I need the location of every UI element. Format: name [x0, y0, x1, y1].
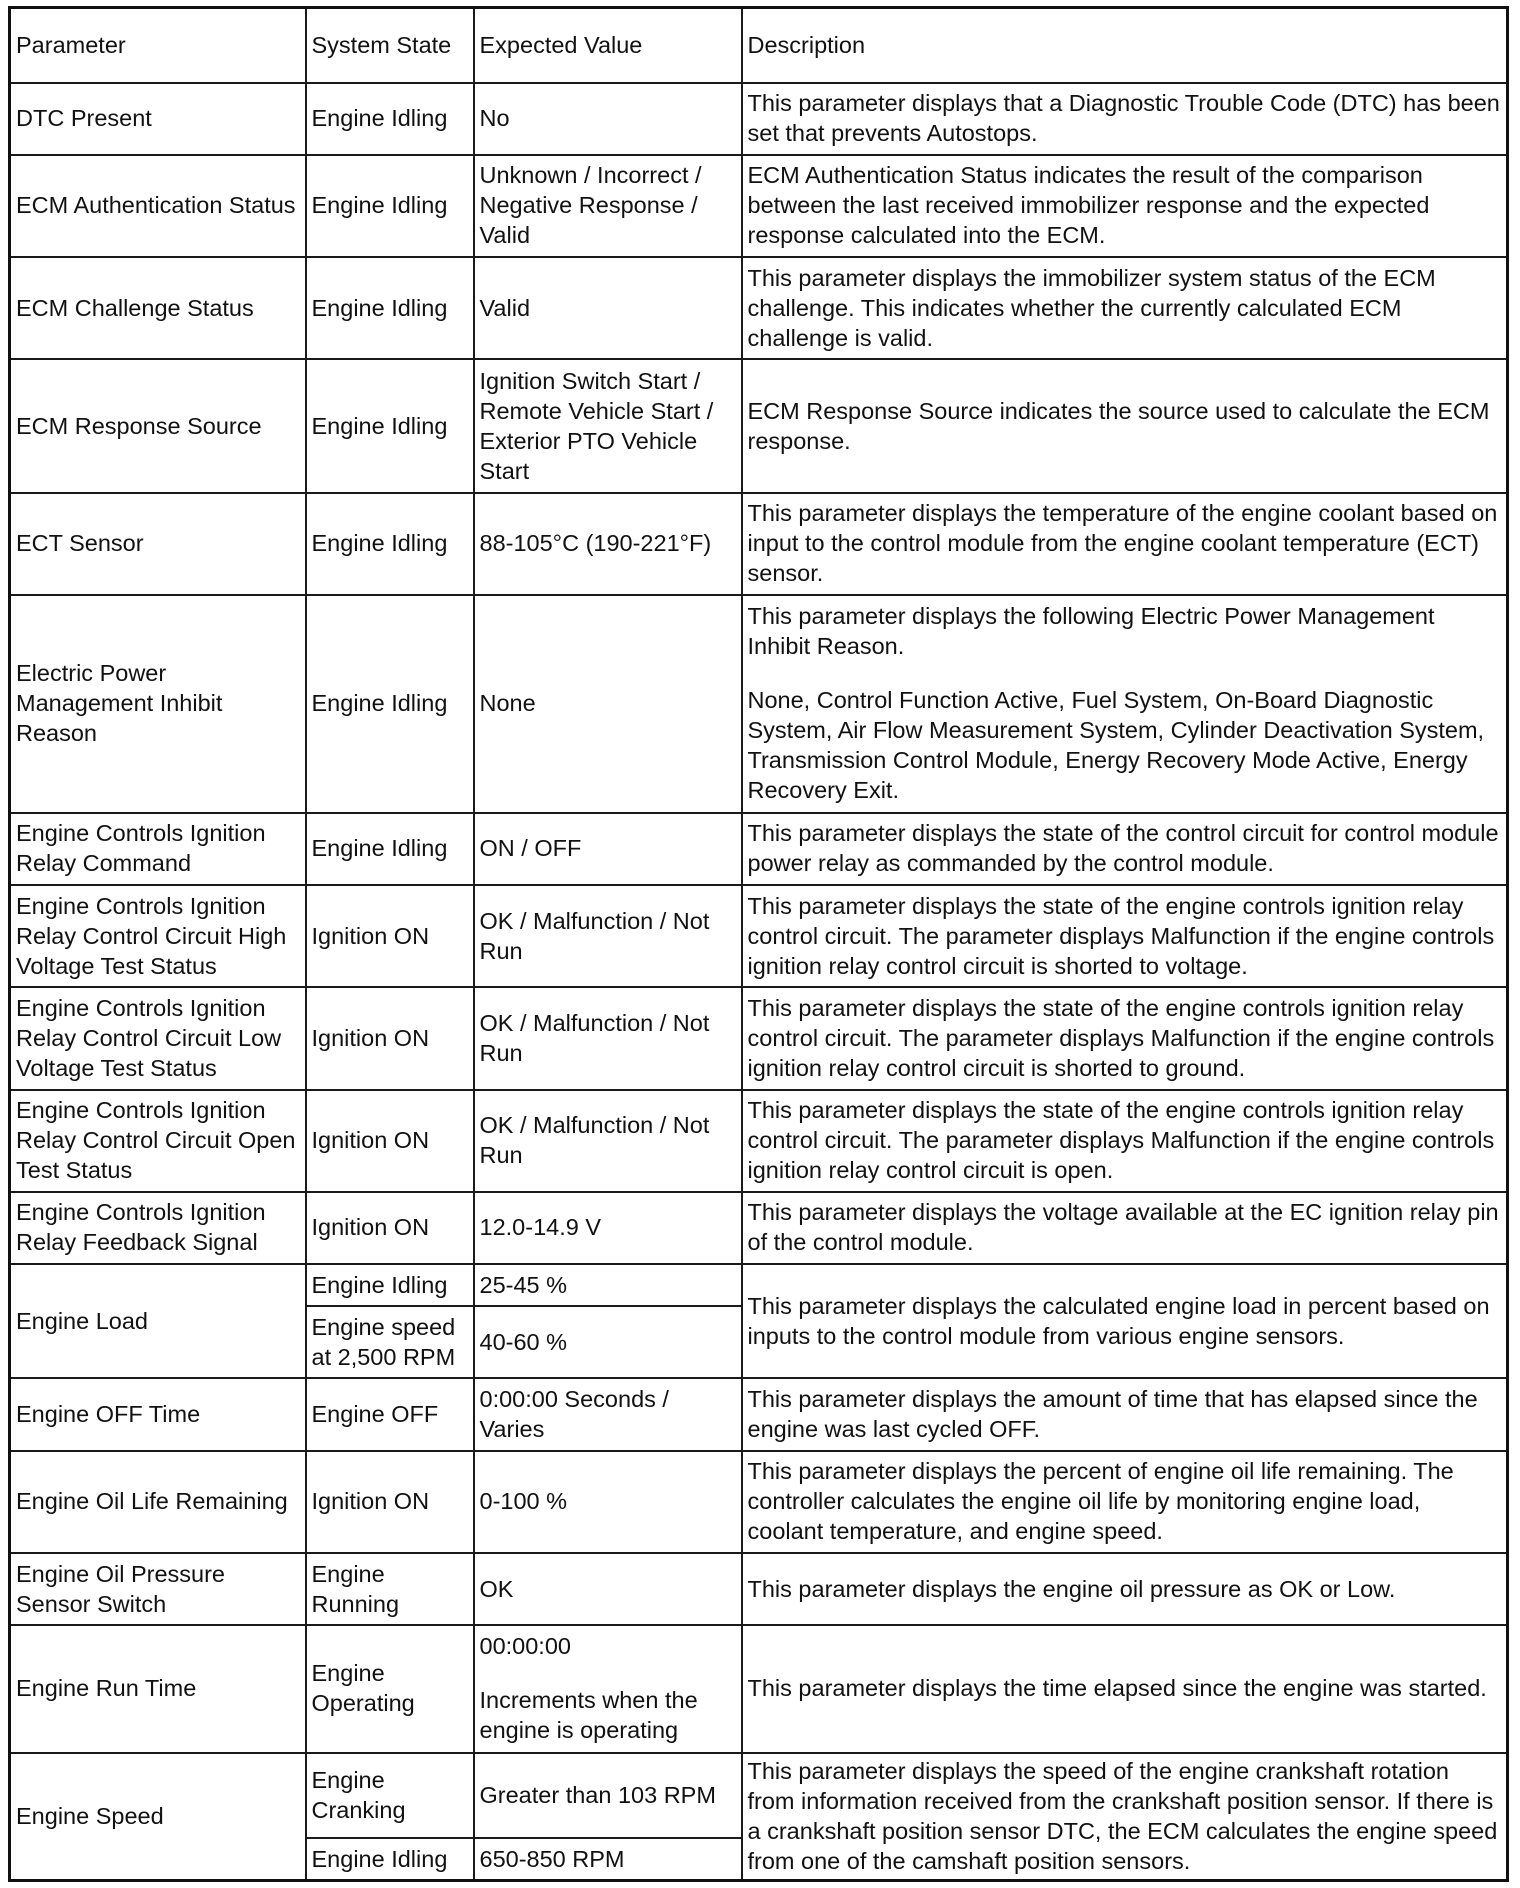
- header-system-state: System State: [306, 8, 474, 83]
- state-cell: Ignition ON: [306, 1090, 474, 1192]
- value-cell: 40-60 %: [474, 1306, 742, 1378]
- param-cell: Engine Oil Pressure Sensor Switch: [10, 1553, 306, 1625]
- value-cell: OK / Malfunction / Not Run: [474, 885, 742, 987]
- param-cell: ECM Challenge Status: [10, 257, 306, 359]
- param-cell: Engine OFF Time: [10, 1378, 306, 1450]
- table-row: [10, 359, 1508, 492]
- value-cell: Valid: [474, 257, 742, 359]
- state-cell: Ignition ON: [306, 885, 474, 987]
- table-row: [10, 1090, 1508, 1192]
- table-row: [10, 83, 1508, 155]
- param-cell: Engine Oil Life Remaining: [10, 1451, 306, 1553]
- param-cell: ECM Authentication Status: [10, 155, 306, 257]
- desc-cell: This parameter displays the speed of the engine crankshaft rotation from information received from the crankshaft position sensor. If there is a crankshaft position sensor DTC, the ECM calculates the engine speed from one of the camshaft position sensors.: [742, 1753, 1508, 1881]
- desc-cell: This parameter displays the percent of engine oil life remaining. The controller calculates the engine oil life by monitoring engine load, coolant temperature, and engine speed.: [742, 1451, 1508, 1553]
- value-cell: 0-100 %: [474, 1451, 742, 1553]
- header-row: [10, 8, 1508, 83]
- value-cell: Unknown / Incorrect / Negative Response / Valid: [474, 155, 742, 257]
- value-cell: 88-105°C (190-221°F): [474, 493, 742, 595]
- desc-cell: This parameter displays the state of the control circuit for control module power relay as commanded by the control module.: [742, 813, 1508, 885]
- value-cell: 0:00:00 Seconds / Varies: [474, 1378, 742, 1450]
- desc-paragraph: This parameter displays the following Electric Power Management Inhibit Reason.: [747, 603, 1435, 660]
- state-cell: Engine Idling: [306, 1264, 474, 1306]
- state-cell: Ignition ON: [306, 1451, 474, 1553]
- paragraph-gap: [748, 661, 1502, 685]
- param-cell: Engine Controls Ignition Relay Control Circuit Open Test Status: [10, 1090, 306, 1192]
- state-cell: Engine Idling: [306, 257, 474, 359]
- state-cell: Engine Operating: [306, 1625, 474, 1752]
- desc-cell: This parameter displays the state of the engine controls ignition relay control circuit. The parameter displays Malfunction if the engine controls ignition relay control circuit is shorted to ground.: [742, 987, 1508, 1089]
- value-line: 00:00:00: [479, 1633, 571, 1660]
- table-row: [10, 1753, 1508, 1839]
- table-row: [10, 155, 1508, 257]
- param-cell: Engine Controls Ignition Relay Control Circuit High Voltage Test Status: [10, 885, 306, 987]
- value-line: Increments when the engine is operating: [479, 1687, 698, 1744]
- desc-cell: ECM Response Source indicates the source used to calculate the ECM response.: [742, 359, 1508, 492]
- header-description: Description: [742, 8, 1508, 83]
- state-cell: Ignition ON: [306, 1192, 474, 1264]
- header-parameter: Parameter: [10, 8, 306, 83]
- table-row: [10, 885, 1508, 987]
- table-row: [10, 1192, 1508, 1264]
- desc-paragraph: None, Control Function Active, Fuel System, On-Board Diagnostic System, Air Flow Measurement System, Cylinder Deactivation System, Transmission Control Module, Energy Recovery Mode Active, Energy Recovery Exit.: [747, 687, 1485, 804]
- param-cell: ECM Response Source: [10, 359, 306, 492]
- desc-cell: This parameter displays the temperature of the engine coolant based on input to the control module from the engine coolant temperature (ECT) sensor.: [742, 493, 1508, 595]
- state-cell: Engine Idling: [306, 155, 474, 257]
- state-cell: Engine Cranking: [306, 1753, 474, 1839]
- value-cell: ON / OFF: [474, 813, 742, 885]
- param-cell: Engine Run Time: [10, 1625, 306, 1752]
- state-cell: Engine Idling: [306, 1838, 474, 1880]
- value-cell: 650-850 RPM: [474, 1838, 742, 1880]
- param-cell: Electric Power Management Inhibit Reason: [10, 595, 306, 813]
- table-row: [10, 1451, 1508, 1553]
- table-row: [10, 257, 1508, 359]
- table-row: [10, 1553, 1508, 1625]
- value-cell: 12.0-14.9 V: [474, 1192, 742, 1264]
- state-cell: Engine Idling: [306, 595, 474, 813]
- param-cell: Engine Controls Ignition Relay Control Circuit Low Voltage Test Status: [10, 987, 306, 1089]
- param-cell: Engine Controls Ignition Relay Command: [10, 813, 306, 885]
- value-cell: No: [474, 83, 742, 155]
- param-cell: Engine Load: [10, 1264, 306, 1378]
- state-cell: Engine Running: [306, 1553, 474, 1625]
- value-cell: None: [474, 595, 742, 813]
- table-row: [10, 987, 1508, 1089]
- state-cell: Engine Idling: [306, 813, 474, 885]
- table-row: [10, 595, 1508, 813]
- desc-cell: This parameter displays the state of the engine controls ignition relay control circuit. The parameter displays Malfunction if the engine controls ignition relay control circuit is open.: [742, 1090, 1508, 1192]
- table-row: [10, 1264, 1508, 1306]
- value-cell: 25-45 %: [474, 1264, 742, 1306]
- value-cell: [474, 1625, 742, 1752]
- state-cell: Engine Idling: [306, 83, 474, 155]
- desc-cell: This parameter displays the voltage available at the EC ignition relay pin of the control module.: [742, 1192, 1508, 1264]
- state-cell: Engine Idling: [306, 493, 474, 595]
- desc-cell: This parameter displays the engine oil pressure as OK or Low.: [742, 1553, 1508, 1625]
- value-cell: Ignition Switch Start / Remote Vehicle Start / Exterior PTO Vehicle Start: [474, 359, 742, 492]
- desc-cell: This parameter displays the time elapsed since the engine was started.: [742, 1625, 1508, 1752]
- desc-cell: ECM Authentication Status indicates the result of the comparison between the last received immobilizer response and the expected response calculated into the ECM.: [742, 155, 1508, 257]
- desc-cell: This parameter displays the immobilizer system status of the ECM challenge. This indicates whether the currently calculated ECM challenge is valid.: [742, 257, 1508, 359]
- table-row: [10, 493, 1508, 595]
- value-cell: OK: [474, 1553, 742, 1625]
- param-cell: Engine Speed: [10, 1753, 306, 1881]
- state-cell: Engine Idling: [306, 359, 474, 492]
- table-row: [10, 1378, 1508, 1450]
- value-cell: Greater than 103 RPM: [474, 1753, 742, 1839]
- value-cell: OK / Malfunction / Not Run: [474, 987, 742, 1089]
- desc-cell: [742, 595, 1508, 813]
- paragraph-gap: [480, 1661, 736, 1685]
- desc-cell: This parameter displays the amount of time that has elapsed since the engine was last cycled OFF.: [742, 1378, 1508, 1450]
- table-row: [10, 1625, 1508, 1752]
- desc-cell: This parameter displays the calculated engine load in percent based on inputs to the control module from various engine sensors.: [742, 1264, 1508, 1378]
- parameter-table: [8, 6, 1509, 1882]
- state-cell: Engine speed at 2,500 RPM: [306, 1306, 474, 1378]
- state-cell: Ignition ON: [306, 987, 474, 1089]
- header-expected-value: Expected Value: [474, 8, 742, 83]
- desc-cell: This parameter displays that a Diagnostic Trouble Code (DTC) has been set that prevents Autostops.: [742, 83, 1508, 155]
- param-cell: DTC Present: [10, 83, 306, 155]
- value-cell: OK / Malfunction / Not Run: [474, 1090, 742, 1192]
- state-cell: Engine OFF: [306, 1378, 474, 1450]
- param-cell: Engine Controls Ignition Relay Feedback Signal: [10, 1192, 306, 1264]
- table-row: [10, 813, 1508, 885]
- desc-cell: This parameter displays the state of the engine controls ignition relay control circuit. The parameter displays Malfunction if the engine controls ignition relay control circuit is shorted to voltage.: [742, 885, 1508, 987]
- param-cell: ECT Sensor: [10, 493, 306, 595]
